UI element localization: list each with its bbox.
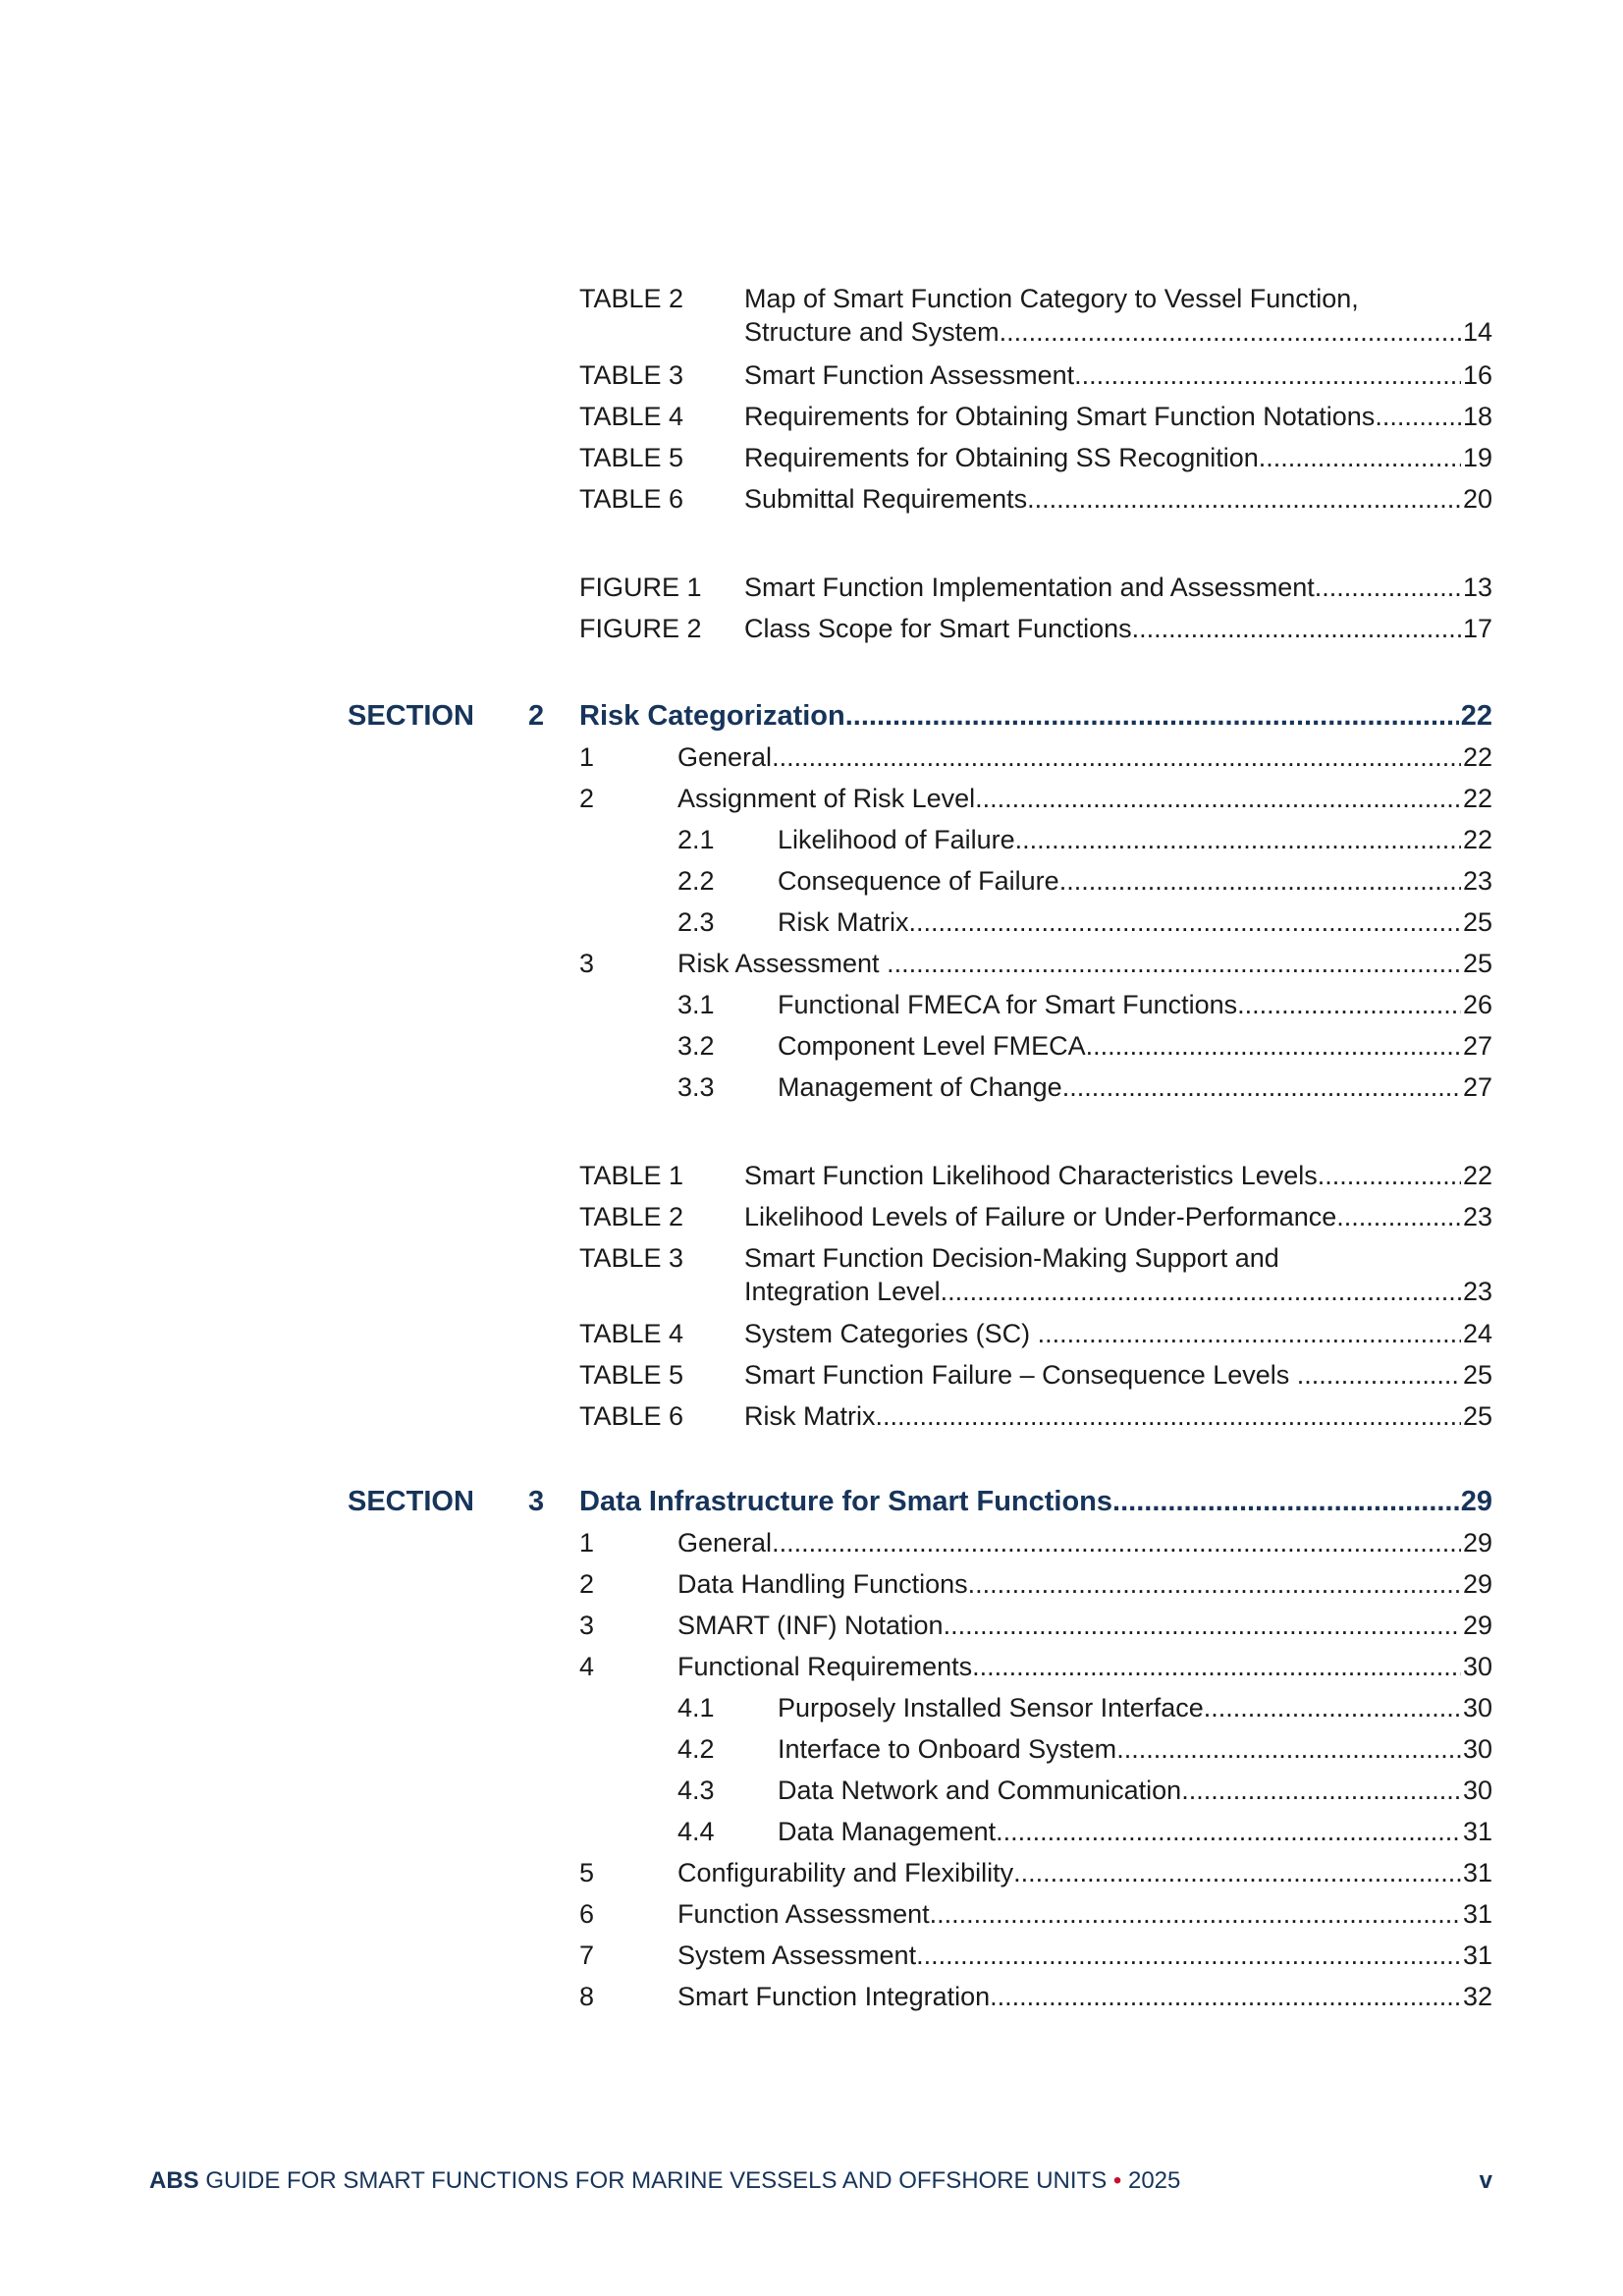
page-number: 29	[1460, 1486, 1492, 1517]
toc-entry[interactable]	[579, 1609, 1492, 1644]
toc-entry[interactable]	[579, 1939, 1492, 1974]
dot-leader	[1074, 358, 1461, 392]
toc-table-entry[interactable]	[579, 1200, 1492, 1235]
dot-leader	[1059, 864, 1461, 898]
page-number: 14	[1462, 317, 1492, 347]
footer-year: 2025	[1127, 2167, 1181, 2194]
page-number: 31	[1462, 1941, 1492, 1970]
dot-leader	[1375, 400, 1461, 433]
toc-table-entry[interactable]	[579, 1159, 1492, 1194]
page-number: 22	[1462, 825, 1492, 854]
toc-table-entry[interactable]	[579, 400, 1492, 435]
entry-number: 3.2	[677, 1031, 715, 1061]
page-number: 29	[1462, 1569, 1492, 1599]
page-number: 31	[1462, 1899, 1492, 1929]
section-number: 3	[528, 1486, 545, 1517]
dot-leader	[1112, 1485, 1459, 1518]
page-number: 30	[1462, 1652, 1492, 1681]
entry-number: 4	[579, 1652, 595, 1681]
page-number: 17	[1462, 614, 1492, 643]
table-title: Submittal Requirements	[744, 484, 1028, 514]
toc-subentry[interactable]	[579, 1070, 1492, 1106]
toc-table-entry[interactable]	[579, 282, 1492, 353]
footer-page-number: v	[1479, 2167, 1492, 2194]
dot-leader	[1237, 988, 1461, 1021]
toc-table-entry[interactable]	[579, 358, 1492, 394]
entry-number: 4.1	[677, 1693, 715, 1722]
footer-title: GUIDE FOR SMART FUNCTIONS FOR MARINE VESSELS AND OFFSHORE UNITS	[205, 2167, 1108, 2194]
section-heading-2[interactable]	[348, 699, 1492, 735]
page-number: 25	[1462, 1360, 1492, 1390]
page-number: 25	[1462, 949, 1492, 978]
page-number: 22	[1462, 742, 1492, 772]
figure-title: Smart Function Implementation and Assessment	[744, 573, 1315, 602]
entry-title: Purposely Installed Sensor Interface	[778, 1693, 1204, 1722]
table-title-line2: Structure and System	[744, 317, 1000, 347]
entry-title: Smart Function Integration	[677, 1982, 991, 2011]
toc-figure-entry[interactable]	[579, 571, 1492, 606]
page-number: 32	[1462, 1982, 1492, 2011]
toc-figure-entry[interactable]	[579, 612, 1492, 647]
table-title-line1: Smart Function Decision-Making Support and	[744, 1243, 1279, 1273]
figure-label: FIGURE 1	[579, 573, 702, 602]
page-number: 18	[1462, 402, 1492, 431]
entry-title: Likelihood of Failure	[778, 825, 1015, 854]
dot-leader	[1116, 1732, 1461, 1766]
toc-table-entry[interactable]	[579, 482, 1492, 518]
table-label: TABLE 1	[579, 1161, 684, 1190]
entry-number: 3	[579, 949, 595, 978]
entry-number: 1	[579, 742, 595, 772]
entry-number: 2.3	[677, 907, 715, 937]
page-number: 30	[1462, 1734, 1492, 1764]
dot-leader	[972, 1650, 1461, 1683]
dot-leader	[772, 740, 1461, 774]
page-number: 25	[1462, 907, 1492, 937]
toc-subentry[interactable]	[579, 905, 1492, 941]
entry-number: 4.4	[677, 1817, 715, 1846]
dot-leader	[990, 1980, 1461, 2013]
dot-leader	[996, 1815, 1461, 1848]
dot-leader	[968, 1567, 1461, 1601]
dot-leader	[876, 1399, 1461, 1433]
toc-subentry[interactable]	[579, 823, 1492, 858]
entry-number: 2.1	[677, 825, 715, 854]
table-label: TABLE 5	[579, 1360, 684, 1390]
table-label: TABLE 5	[579, 443, 684, 472]
dot-leader	[916, 1939, 1461, 1972]
entry-number: 2	[579, 1569, 595, 1599]
entry-number: 2	[579, 784, 595, 813]
entry-title: General	[677, 1528, 773, 1558]
entry-number: 3.3	[677, 1072, 715, 1102]
entry-title: Component Level FMECA	[778, 1031, 1086, 1061]
entry-title: General	[677, 742, 773, 772]
page-number: 22	[1460, 700, 1492, 732]
entry-number: 3.1	[677, 990, 715, 1019]
dot-leader	[1000, 315, 1461, 349]
dot-leader	[1086, 1029, 1461, 1063]
entry-number: 4.2	[677, 1734, 715, 1764]
dot-leader	[772, 1526, 1461, 1559]
entry-title: Assignment of Risk Level	[677, 784, 976, 813]
footer-brand: ABS	[149, 2167, 199, 2194]
entry-title: Function Assessment	[677, 1899, 930, 1929]
table-title-line1: Map of Smart Function Category to Vessel Function,	[744, 284, 1359, 313]
dot-leader	[941, 1275, 1461, 1308]
toc-table-entry[interactable]	[579, 1399, 1492, 1435]
dot-leader	[1336, 1200, 1461, 1233]
page-number: 20	[1462, 484, 1492, 514]
page-footer	[149, 2165, 1492, 2199]
toc-entry[interactable]	[579, 947, 1492, 982]
page-number: 24	[1462, 1319, 1492, 1348]
page-number: 13	[1462, 573, 1492, 602]
toc-entry[interactable]	[579, 1980, 1492, 2015]
toc-entry[interactable]	[579, 1567, 1492, 1603]
entry-number: 8	[579, 1982, 595, 2011]
toc-entry[interactable]	[579, 1650, 1492, 1685]
section-title: Data Infrastructure for Smart Functions	[579, 1486, 1113, 1517]
dot-leader	[1062, 1070, 1461, 1104]
dot-leader	[1132, 612, 1461, 645]
section-number: 2	[528, 700, 545, 732]
entry-number: 1	[579, 1528, 595, 1558]
table-title: Risk Matrix	[744, 1401, 876, 1431]
entry-title: Data Management	[778, 1817, 997, 1846]
page-number: 27	[1462, 1031, 1492, 1061]
dot-leader	[909, 905, 1461, 939]
toc-table-entry[interactable]	[579, 1358, 1492, 1394]
toc-entry[interactable]	[579, 1856, 1492, 1891]
table-title: Smart Function Likelihood Characteristics Levels	[744, 1161, 1318, 1190]
section-label: SECTION	[348, 700, 474, 732]
entry-title: Interface to Onboard System	[778, 1734, 1117, 1764]
dot-leader	[1297, 1358, 1461, 1392]
toc-subentry[interactable]	[579, 988, 1492, 1023]
entry-number: 4.3	[677, 1776, 715, 1805]
dot-leader	[845, 699, 1459, 733]
table-label: TABLE 4	[579, 402, 684, 431]
entry-title: SMART (INF) Notation	[677, 1611, 944, 1640]
figure-label: FIGURE 2	[579, 614, 702, 643]
toc-subentry[interactable]	[579, 864, 1492, 900]
table-label: TABLE 2	[579, 284, 684, 313]
toc-subentry[interactable]	[579, 1029, 1492, 1065]
page-number: 31	[1462, 1858, 1492, 1887]
toc-subentry[interactable]	[579, 1732, 1492, 1768]
toc-subentry[interactable]	[579, 1691, 1492, 1726]
table-title: Likelihood Levels of Failure or Under-Performance	[744, 1202, 1337, 1231]
toc-subentry[interactable]	[579, 1815, 1492, 1850]
dot-leader	[1015, 823, 1461, 856]
table-label: TABLE 6	[579, 1401, 684, 1431]
toc-table-entry[interactable]	[579, 1241, 1492, 1312]
entry-title: Functional FMECA for Smart Functions	[778, 990, 1238, 1019]
table-title-line2: Integration Level	[744, 1277, 941, 1306]
page-number: 29	[1462, 1611, 1492, 1640]
entry-number: 7	[579, 1941, 595, 1970]
dot-leader	[930, 1897, 1461, 1931]
table-title: System Categories (SC)	[744, 1319, 1038, 1348]
page-number: 16	[1462, 360, 1492, 390]
section-title: Risk Categorization	[579, 700, 845, 732]
table-title: Requirements for Obtaining Smart Function Notations	[744, 402, 1376, 431]
dot-leader	[1013, 1856, 1461, 1889]
toc-entry[interactable]	[579, 782, 1492, 817]
page-number: 31	[1462, 1817, 1492, 1846]
dot-leader	[1318, 1159, 1461, 1192]
page-number: 23	[1462, 866, 1492, 896]
toc-entry[interactable]	[579, 1526, 1492, 1561]
page-number: 25	[1462, 1401, 1492, 1431]
page-number: 26	[1462, 990, 1492, 1019]
table-label: TABLE 6	[579, 484, 684, 514]
entry-title: Configurability and Flexibility	[677, 1858, 1014, 1887]
table-title: Requirements for Obtaining SS Recognition	[744, 443, 1259, 472]
dot-leader	[944, 1609, 1461, 1642]
entry-title: Risk Assessment	[677, 949, 888, 978]
dot-leader	[1315, 571, 1461, 604]
entry-number: 6	[579, 1899, 595, 1929]
entry-title: Risk Matrix	[778, 907, 909, 937]
dot-leader	[1027, 482, 1461, 516]
entry-title: Consequence of Failure	[778, 866, 1059, 896]
entry-number: 2.2	[677, 866, 715, 896]
entry-title: System Assessment	[677, 1941, 917, 1970]
page-number: 29	[1462, 1528, 1492, 1558]
entry-number: 5	[579, 1858, 595, 1887]
dot-leader	[1259, 441, 1461, 474]
entry-number: 3	[579, 1611, 595, 1640]
table-label: TABLE 2	[579, 1202, 684, 1231]
entry-title: Data Handling Functions	[677, 1569, 968, 1599]
table-label: TABLE 3	[579, 360, 684, 390]
entry-title: Functional Requirements	[677, 1652, 973, 1681]
page-number: 19	[1462, 443, 1492, 472]
toc-entry[interactable]	[579, 740, 1492, 776]
page-number: 22	[1462, 1161, 1492, 1190]
table-title: Smart Function Assessment	[744, 360, 1075, 390]
page-number: 30	[1462, 1776, 1492, 1805]
table-label: TABLE 4	[579, 1319, 684, 1348]
page-number: 27	[1462, 1072, 1492, 1102]
dot-leader	[1038, 1317, 1461, 1350]
toc-subentry[interactable]	[579, 1774, 1492, 1809]
entry-title: Management of Change	[778, 1072, 1062, 1102]
table-title: Smart Function Failure – Consequence Levels	[744, 1360, 1297, 1390]
page-number: 23	[1462, 1202, 1492, 1231]
page-number: 22	[1462, 784, 1492, 813]
footer-separator: •	[1112, 2167, 1122, 2194]
toc-table-entry[interactable]	[579, 441, 1492, 476]
entry-title: Data Network and Communication	[778, 1776, 1182, 1805]
dot-leader	[1181, 1774, 1461, 1807]
table-label: TABLE 3	[579, 1243, 684, 1273]
dot-leader	[975, 782, 1461, 815]
toc-table-entry[interactable]	[579, 1317, 1492, 1352]
page-number: 23	[1462, 1277, 1492, 1306]
dot-leader	[1204, 1691, 1461, 1724]
dot-leader	[887, 947, 1461, 980]
page-number: 30	[1462, 1693, 1492, 1722]
figure-title: Class Scope for Smart Functions	[744, 614, 1132, 643]
section-label: SECTION	[348, 1486, 474, 1517]
toc-entry[interactable]	[579, 1897, 1492, 1933]
section-heading-3[interactable]	[348, 1485, 1492, 1520]
